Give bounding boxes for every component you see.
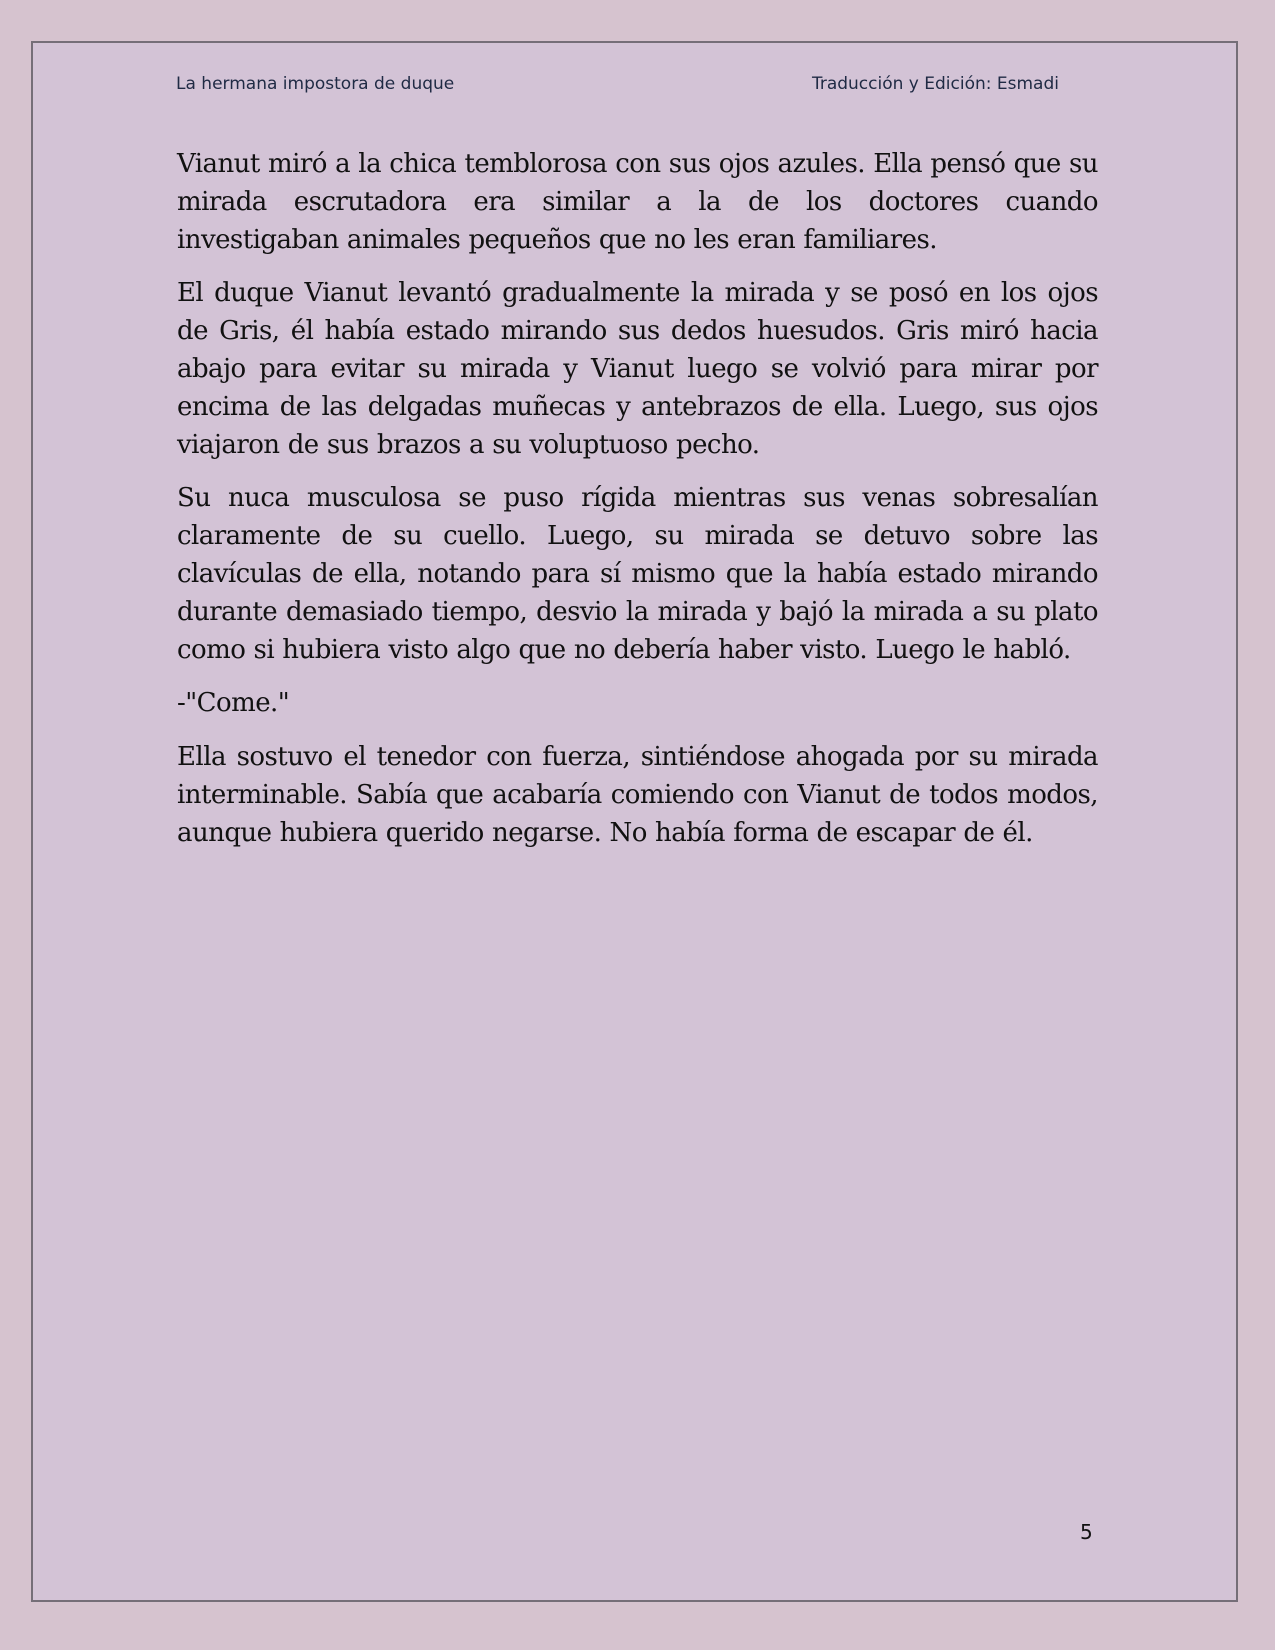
page-header [176, 74, 1059, 94]
paragraph-1: Vianut miró a la chica temblorosa con sus ojos azules. Ella pensó que su mirada escrutadora era similar a la de los doctores cuando investigaban animales pequeños que no les eran familiares. [177, 149, 1098, 255]
paragraph-3: Su nuca musculosa se puso rígida mientras sus venas sobresalían claramente de su cuello. Luego, su mirada se detuvo sobre las clavículas de ella, notando para sí mismo que la había estado mirando durante demasiado tiempo, desvio la mirada y bajó la mirada a su plato como si hubiera visto algo que no debería haber visto. Luego le habló. [177, 483, 1098, 665]
paragraph-5: Ella sostuvo el tenedor con fuerza, sintiéndose ahogada por su mirada interminable. Sabía que acabaría comiendo con Vianut de todos modos, aunque hubiera querido negarse. No había forma de escapar de él. [177, 742, 1098, 848]
page-number: 5 [1080, 1520, 1093, 1544]
header-book-title: La hermana impostora de duque [176, 74, 455, 94]
body-text [177, 146, 1098, 869]
header-credits: Traducción y Edición: Esmadi [811, 74, 1059, 94]
paragraph-dialogue: -"Come." [177, 688, 290, 719]
paragraph-2: El duque Vianut levantó gradualmente la mirada y se posó en los ojos de Gris, él había estado mirando sus dedos huesudos. Gris miró hacia abajo para evitar su mirada y Vianut luego se volvió para mirar por encima de las delgadas muñecas y antebrazos de ella. Luego, sus ojos viajaron de sus brazos a su voluptuoso pecho. [177, 278, 1098, 460]
